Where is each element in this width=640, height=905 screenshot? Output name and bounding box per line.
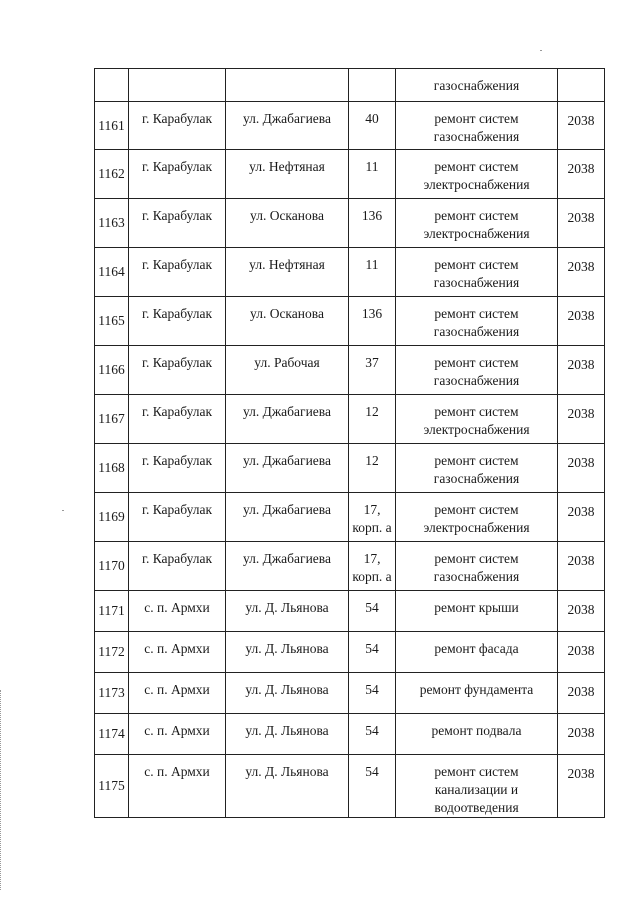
work-type-line: ремонт фундамента bbox=[419, 682, 534, 697]
cell-settlement: г. Карабулак bbox=[129, 150, 226, 199]
work-type-line: электроснабжения bbox=[423, 422, 530, 437]
repair-schedule-table bbox=[94, 68, 605, 818]
cell-street: ул. Д. Льянова bbox=[226, 591, 349, 632]
cell-year: 2038 bbox=[558, 395, 605, 444]
work-type-line: ремонт систем bbox=[434, 404, 519, 419]
house-number-line: 11 bbox=[365, 257, 379, 272]
cell-house bbox=[349, 444, 396, 493]
cell-work-type bbox=[396, 591, 558, 632]
cell-work-type bbox=[396, 102, 558, 150]
work-type-line: ремонт систем bbox=[434, 159, 519, 174]
cell-settlement: с. п. Армхи bbox=[129, 673, 226, 714]
work-type-line: ремонт подвала bbox=[431, 723, 522, 738]
cell-id bbox=[95, 69, 129, 102]
cell-id: 1168 bbox=[95, 444, 129, 493]
cell-street: ул. Д. Льянова bbox=[226, 714, 349, 755]
house-number-line: 54 bbox=[365, 723, 379, 738]
cell-year: 2038 bbox=[558, 102, 605, 150]
cell-id: 1172 bbox=[95, 632, 129, 673]
cell-work-type bbox=[396, 493, 558, 542]
document-page bbox=[94, 68, 605, 818]
cell-street: ул. Джабагиева bbox=[226, 542, 349, 591]
table-row bbox=[95, 248, 605, 297]
cell-house bbox=[349, 297, 396, 346]
table-row bbox=[95, 395, 605, 444]
cell-street: ул. Осканова bbox=[226, 199, 349, 248]
table-row bbox=[95, 632, 605, 673]
cell-year: 2038 bbox=[558, 248, 605, 297]
cell-street: ул. Осканова bbox=[226, 297, 349, 346]
cell-year: 2038 bbox=[558, 632, 605, 673]
work-type-line: ремонт систем bbox=[434, 208, 519, 223]
cell-street: ул. Джабагиева bbox=[226, 444, 349, 493]
cell-year: 2038 bbox=[558, 542, 605, 591]
work-type-line: газоснабжения bbox=[433, 471, 520, 486]
cell-work-type bbox=[396, 150, 558, 199]
cell-settlement: г. Карабулак bbox=[129, 395, 226, 444]
cell-house bbox=[349, 714, 396, 755]
cell-year bbox=[558, 69, 605, 102]
work-type-line: ремонт крыши bbox=[434, 600, 519, 615]
cell-settlement: г. Карабулак bbox=[129, 102, 226, 150]
work-type-line: водоотведения bbox=[434, 800, 519, 815]
cell-id: 1163 bbox=[95, 199, 129, 248]
work-type-line: ремонт фасада bbox=[434, 641, 519, 656]
work-type-line: ремонт систем bbox=[434, 306, 519, 321]
cell-house bbox=[349, 591, 396, 632]
cell-year: 2038 bbox=[558, 591, 605, 632]
work-type-line: газоснабжения bbox=[433, 569, 520, 584]
cell-house bbox=[349, 395, 396, 444]
cell-street: ул. Д. Льянова bbox=[226, 673, 349, 714]
work-type-line: ремонт систем bbox=[434, 764, 519, 779]
cell-street bbox=[226, 69, 349, 102]
cell-work-type bbox=[396, 346, 558, 395]
house-number-line: 54 bbox=[365, 600, 379, 615]
cell-year: 2038 bbox=[558, 493, 605, 542]
cell-year: 2038 bbox=[558, 755, 605, 818]
table-row bbox=[95, 297, 605, 346]
table-row bbox=[95, 591, 605, 632]
cell-id: 1175 bbox=[95, 755, 129, 818]
work-type-line: ремонт систем bbox=[434, 355, 519, 370]
cell-house bbox=[349, 542, 396, 591]
cell-house bbox=[349, 199, 396, 248]
house-number-line: 11 bbox=[365, 159, 379, 174]
house-number-line: 37 bbox=[365, 355, 379, 370]
cell-id: 1173 bbox=[95, 673, 129, 714]
cell-id: 1161 bbox=[95, 102, 129, 150]
work-type-line: ремонт систем bbox=[434, 502, 519, 517]
house-number-line: 17, bbox=[363, 551, 381, 566]
cell-street: ул. Джабагиева bbox=[226, 493, 349, 542]
cell-year: 2038 bbox=[558, 673, 605, 714]
cell-settlement: с. п. Армхи bbox=[129, 755, 226, 818]
cell-settlement: с. п. Армхи bbox=[129, 632, 226, 673]
cell-year: 2038 bbox=[558, 444, 605, 493]
cell-house bbox=[349, 632, 396, 673]
table-row bbox=[95, 493, 605, 542]
cell-settlement: г. Карабулак bbox=[129, 493, 226, 542]
scan-edge-mark bbox=[0, 690, 4, 890]
cell-work-type bbox=[396, 297, 558, 346]
cell-work-type bbox=[396, 542, 558, 591]
cell-street: ул. Рабочая bbox=[226, 346, 349, 395]
cell-house bbox=[349, 755, 396, 818]
house-number-line: корп. а bbox=[352, 520, 392, 535]
cell-work-type bbox=[396, 395, 558, 444]
work-type-line: ремонт систем bbox=[434, 111, 519, 126]
cell-id: 1170 bbox=[95, 542, 129, 591]
house-number-line: 54 bbox=[365, 641, 379, 656]
cell-work-type bbox=[396, 673, 558, 714]
cell-id: 1174 bbox=[95, 714, 129, 755]
cell-id: 1164 bbox=[95, 248, 129, 297]
table-row-continuation bbox=[95, 69, 605, 102]
work-type-line: канализации и bbox=[434, 782, 519, 797]
cell-id: 1165 bbox=[95, 297, 129, 346]
table-row bbox=[95, 102, 605, 150]
table-row bbox=[95, 542, 605, 591]
cell-street: ул. Джабагиева bbox=[226, 102, 349, 150]
table-row bbox=[95, 150, 605, 199]
cell-settlement bbox=[129, 69, 226, 102]
cell-house bbox=[349, 346, 396, 395]
work-type-line: электроснабжения bbox=[423, 177, 530, 192]
work-type-line: газоснабжения bbox=[433, 275, 520, 290]
cell-year: 2038 bbox=[558, 150, 605, 199]
work-type-line: ремонт систем bbox=[434, 257, 519, 272]
cell-settlement: г. Карабулак bbox=[129, 444, 226, 493]
cell-id: 1169 bbox=[95, 493, 129, 542]
house-number-line: 136 bbox=[361, 208, 383, 223]
cell-work-type bbox=[396, 755, 558, 818]
work-type-line: электроснабжения bbox=[423, 520, 530, 535]
cell-year: 2038 bbox=[558, 346, 605, 395]
cell-id: 1162 bbox=[95, 150, 129, 199]
house-number-line: 54 bbox=[365, 682, 379, 697]
cell-work-type bbox=[396, 248, 558, 297]
cell-settlement: г. Карабулак bbox=[129, 542, 226, 591]
cell-year: 2038 bbox=[558, 199, 605, 248]
cell-house bbox=[349, 150, 396, 199]
house-number-line: 17, bbox=[363, 502, 381, 517]
house-number-line: 12 bbox=[365, 453, 379, 468]
house-number-line: корп. а bbox=[352, 569, 392, 584]
cell-street: ул. Нефтяная bbox=[226, 150, 349, 199]
table-row bbox=[95, 444, 605, 493]
cell-work-type bbox=[396, 632, 558, 673]
cell-settlement: г. Карабулак bbox=[129, 248, 226, 297]
cell-house bbox=[349, 248, 396, 297]
table-row bbox=[95, 714, 605, 755]
cell-house bbox=[349, 493, 396, 542]
cell-id: 1167 bbox=[95, 395, 129, 444]
house-number-line: 12 bbox=[365, 404, 379, 419]
cell-id: 1166 bbox=[95, 346, 129, 395]
cell-street: ул. Д. Льянова bbox=[226, 755, 349, 818]
cell-settlement: г. Карабулак bbox=[129, 297, 226, 346]
work-type-line: газоснабжения bbox=[433, 324, 520, 339]
work-type-line: газоснабжения bbox=[433, 373, 520, 388]
cell-street: ул. Джабагиева bbox=[226, 395, 349, 444]
cell-house bbox=[349, 102, 396, 150]
work-type-line: ремонт систем bbox=[434, 453, 519, 468]
scan-speck bbox=[540, 50, 542, 51]
work-type-line: ремонт систем bbox=[434, 551, 519, 566]
work-type-line: электроснабжения bbox=[423, 226, 530, 241]
cell-year: 2038 bbox=[558, 297, 605, 346]
cell-settlement: г. Карабулак bbox=[129, 346, 226, 395]
cell-settlement: с. п. Армхи bbox=[129, 714, 226, 755]
table-row bbox=[95, 755, 605, 818]
cell-settlement: с. п. Армхи bbox=[129, 591, 226, 632]
cell-year: 2038 bbox=[558, 714, 605, 755]
scan-speck bbox=[62, 510, 64, 511]
table-row bbox=[95, 346, 605, 395]
cell-house bbox=[349, 69, 396, 102]
house-number-line: 40 bbox=[365, 111, 379, 126]
cell-work-type bbox=[396, 714, 558, 755]
house-number-line: 54 bbox=[365, 764, 379, 779]
cell-id: 1171 bbox=[95, 591, 129, 632]
cell-settlement: г. Карабулак bbox=[129, 199, 226, 248]
cell-street: ул. Нефтяная bbox=[226, 248, 349, 297]
cell-street: ул. Д. Льянова bbox=[226, 632, 349, 673]
table-body bbox=[95, 69, 605, 818]
cell-work-type: газоснабжения bbox=[396, 69, 558, 102]
work-type-line: газоснабжения bbox=[433, 129, 520, 144]
cell-house bbox=[349, 673, 396, 714]
table-row bbox=[95, 673, 605, 714]
cell-work-type bbox=[396, 199, 558, 248]
cell-work-type bbox=[396, 444, 558, 493]
house-number-line: 136 bbox=[361, 306, 383, 321]
table-row bbox=[95, 199, 605, 248]
